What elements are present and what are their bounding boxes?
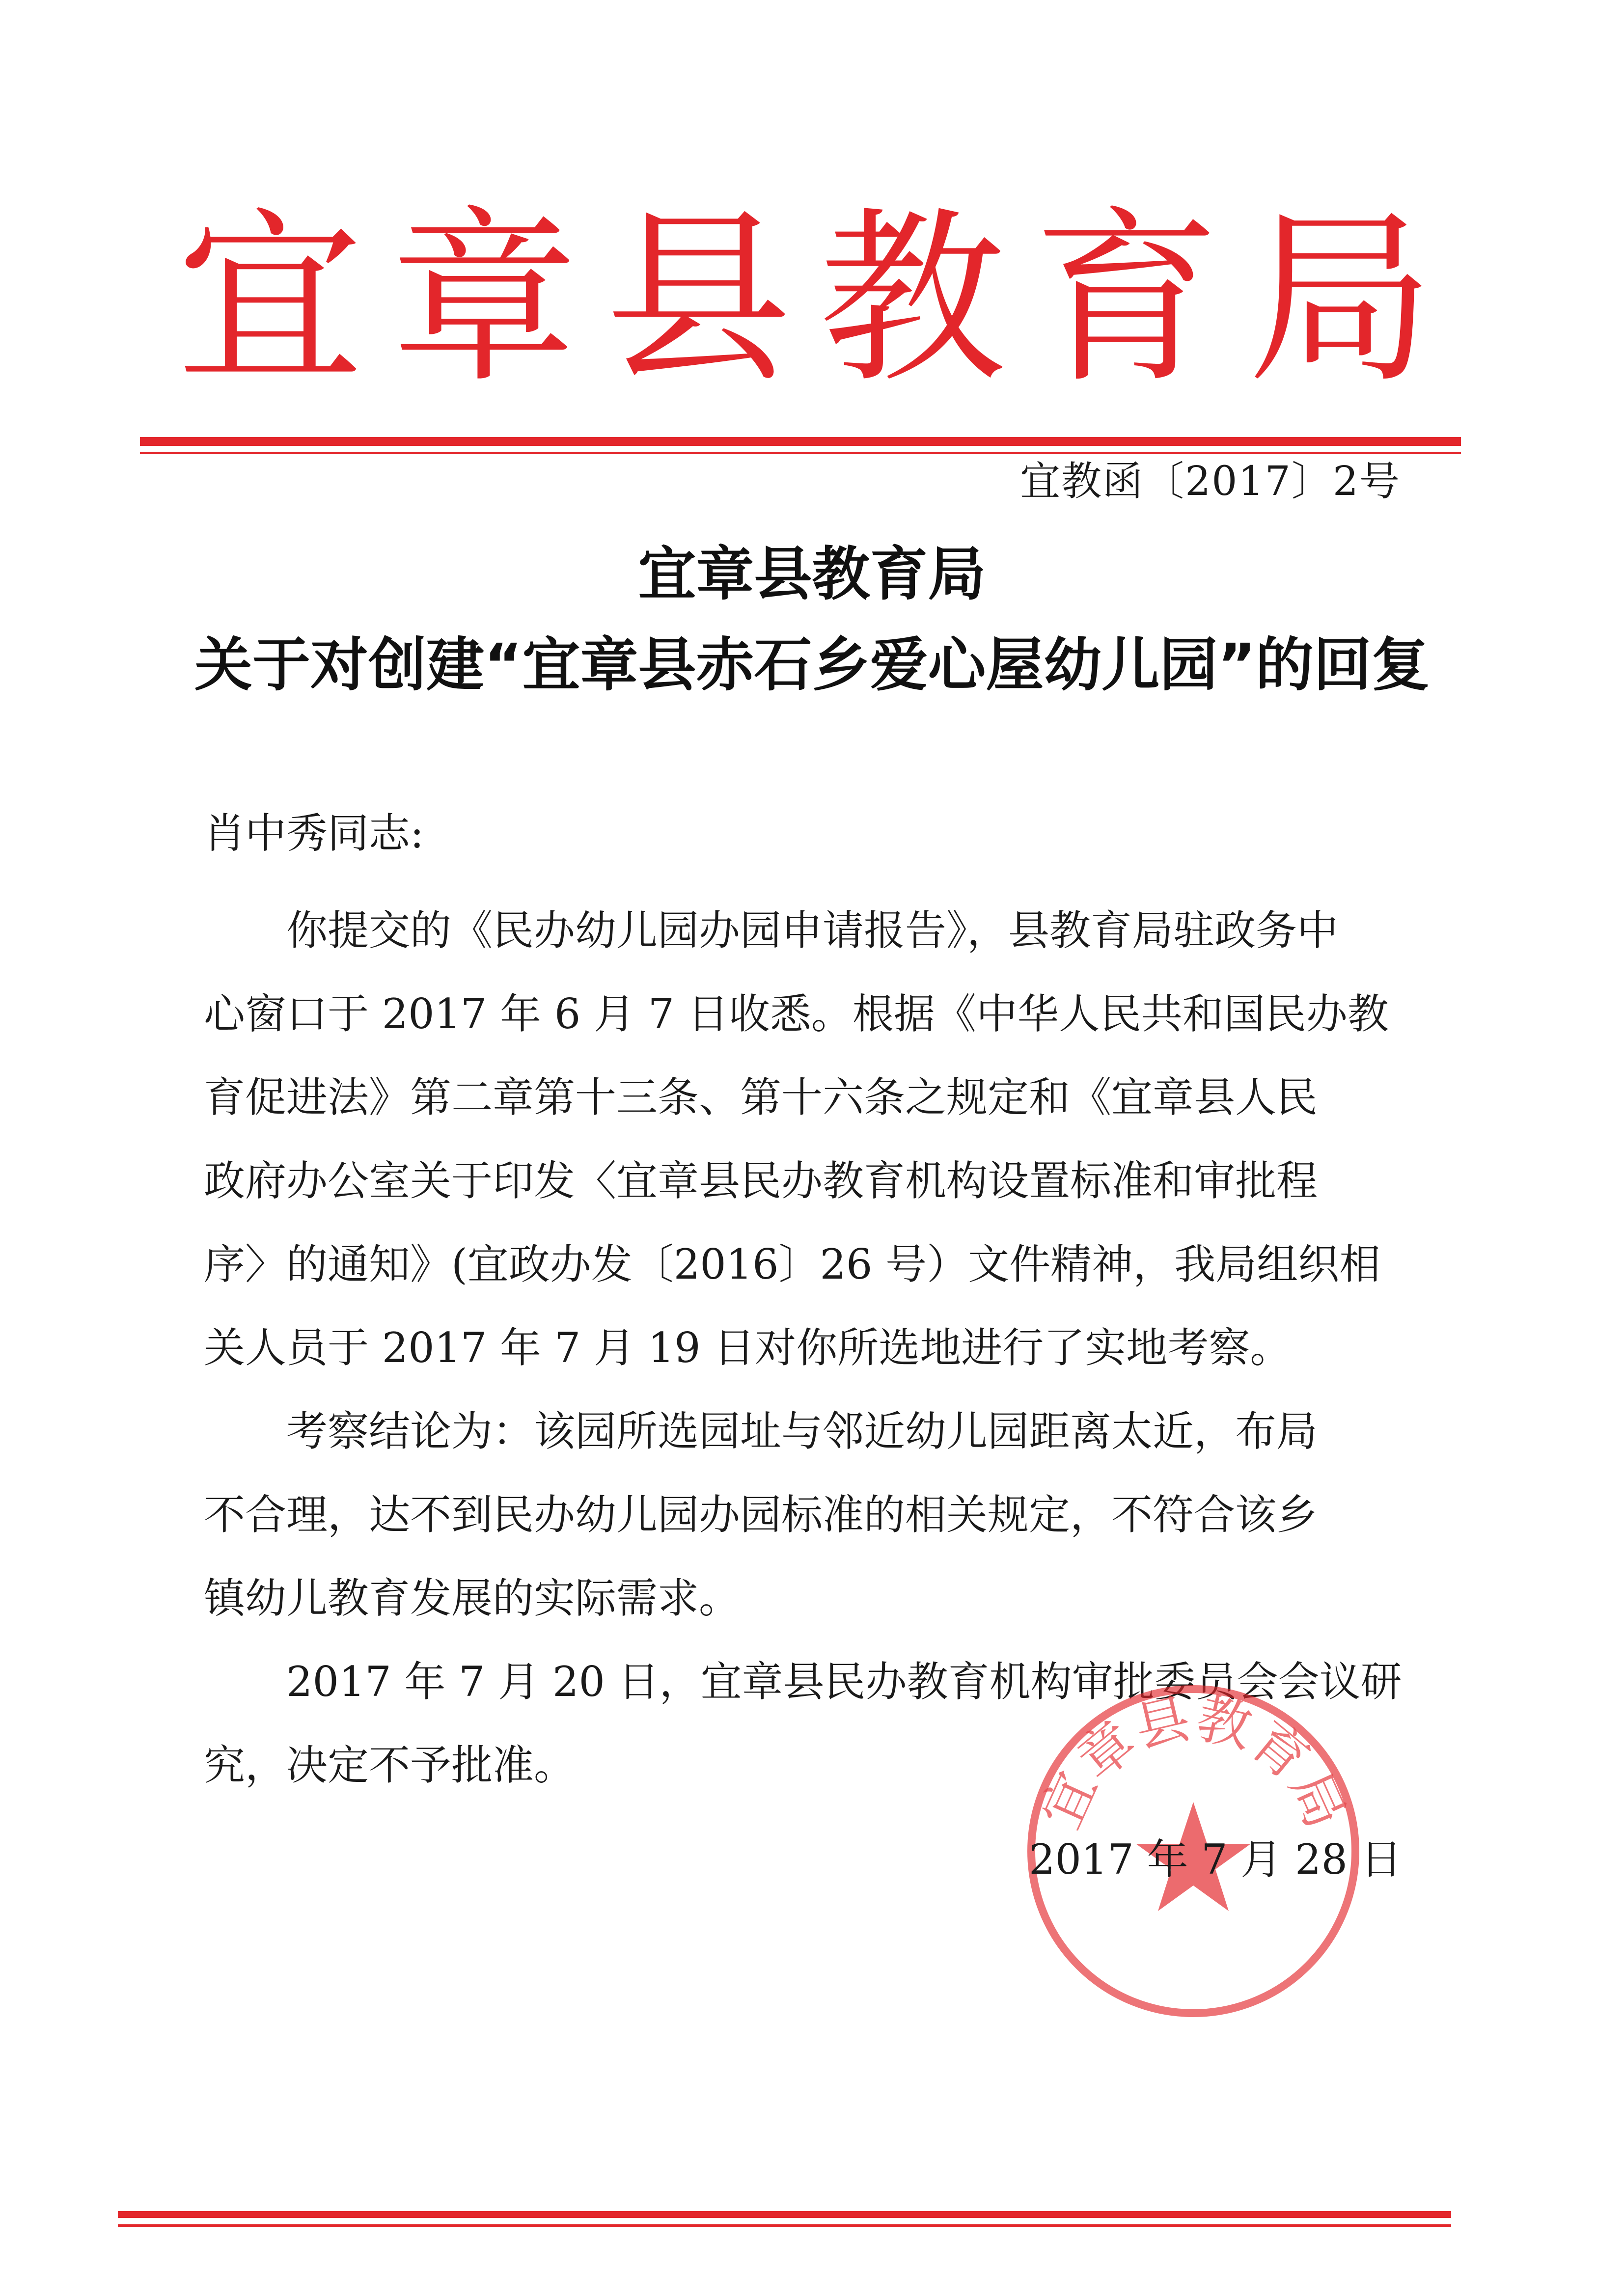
org-header-char: 章 bbox=[391, 191, 578, 408]
document-title-line2: 关于对创建“宜章县赤石乡爱心屋幼儿园”的回复 bbox=[194, 631, 1430, 699]
org-header-char: 县 bbox=[605, 191, 792, 408]
body-line: 镇幼儿教育发展的实际需求。 bbox=[204, 1574, 741, 1622]
body-line: 育促进法》第二章第十三条、第十六条之规定和《宜章县人民 bbox=[204, 1073, 1318, 1121]
body-paragraph-2 bbox=[204, 1390, 1407, 1640]
body-line: 心窗口于 2017 年 6 月 7 日收悉。根据《中华人民共和国民办教 bbox=[204, 990, 1389, 1038]
header-red-rule-thick bbox=[140, 437, 1461, 446]
body-line: 究，决定不予批准。 bbox=[204, 1741, 576, 1789]
body-line: 你提交的《民办幼儿园办园申请报告》，县教育局驻政务中 bbox=[286, 906, 1339, 955]
org-header bbox=[177, 191, 1434, 408]
body-line: 2017 年 7 月 20 日，宜章县民办教育机构审批委员会会议研 bbox=[286, 1658, 1402, 1706]
seal-text-path: 宜章县教育局 bbox=[1029, 1686, 1358, 1838]
document-number: 宜教函〔2017〕2号 bbox=[1020, 458, 1401, 505]
body-line: 政府办公室关于印发〈宜章县民办教育机构设置标准和审批程 bbox=[204, 1157, 1318, 1205]
footer-red-rule-thin bbox=[118, 2224, 1451, 2227]
body-line: 序〉的通知》(宜政办发〔2016〕26 号）文件精神，我局组织相 bbox=[204, 1240, 1381, 1288]
body-line: 考察结论为：该园所选园址与邻近幼儿园距离太近，布局 bbox=[286, 1407, 1318, 1455]
org-header-char: 教 bbox=[819, 191, 1006, 408]
footer-red-rule-thick bbox=[118, 2211, 1451, 2218]
body-paragraph-1 bbox=[204, 889, 1407, 1390]
org-header-char: 育 bbox=[1033, 191, 1220, 408]
body-line: 不合理，达不到民办幼儿园办园标准的相关规定，不符合该乡 bbox=[204, 1491, 1318, 1539]
header-red-rule-thin bbox=[140, 452, 1461, 454]
org-header-char: 宜 bbox=[177, 191, 363, 408]
document-date: 2017 年 7 月 28 日 bbox=[1029, 1835, 1402, 1884]
salutation: 肖中秀同志: bbox=[204, 809, 424, 857]
body-line: 关人员于 2017 年 7 月 19 日对你所选地进行了实地考察。 bbox=[204, 1324, 1292, 1372]
org-header-char: 局 bbox=[1247, 191, 1434, 408]
document-title-line1: 宜章县教育局 bbox=[638, 540, 986, 608]
